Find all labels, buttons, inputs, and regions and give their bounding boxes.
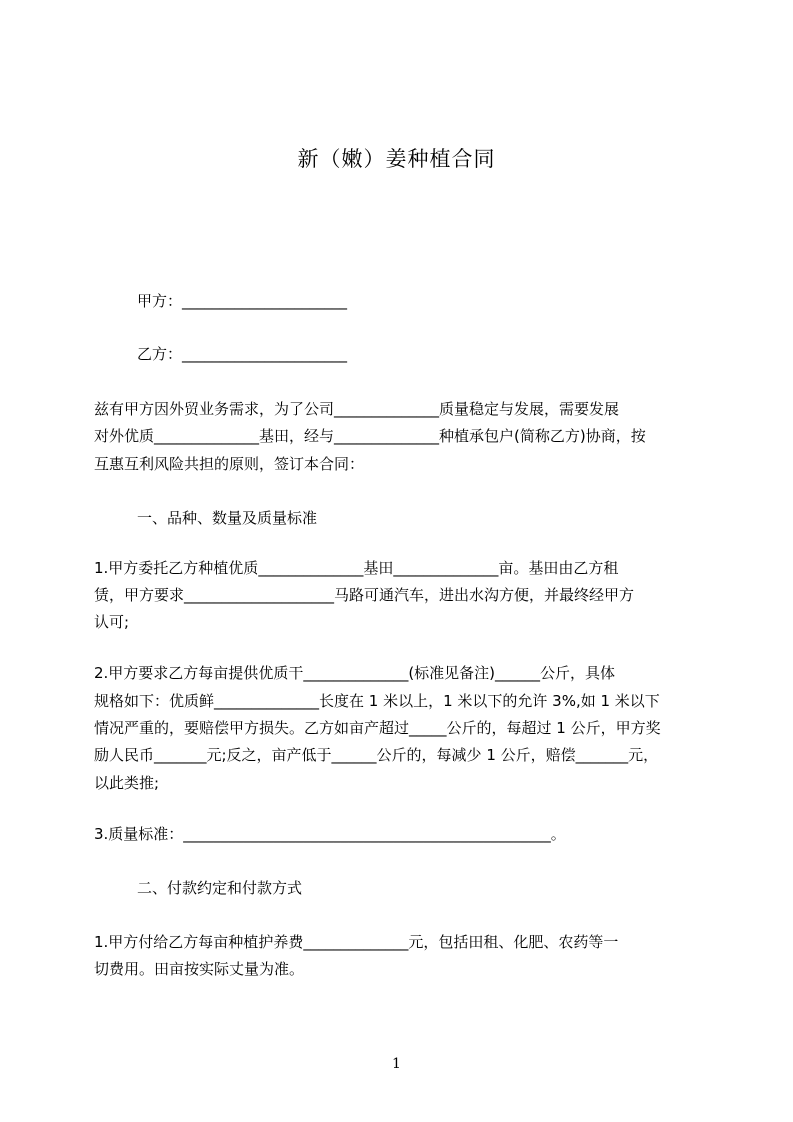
item-2-line: 规格如下：优质鲜______________长度在 1 米以上，1 米以下的允许 3%,如 1 米以下 bbox=[94, 692, 660, 710]
party-b-line: 乙方：______________________ bbox=[137, 345, 348, 363]
payment-1-line: 1.甲方付给乙方每亩种植护养费______________元，包括田租、化肥、农药等一 bbox=[94, 933, 619, 951]
item-3-line: 3.质量标准：_________________________________________________。 bbox=[94, 825, 566, 843]
page-number: 1 bbox=[392, 1056, 401, 1072]
intro-line: 对外优质______________基田，经与______________种植承包户(简称乙方)协商，按 bbox=[94, 427, 646, 445]
payment-1-line: 切费用。田亩按实际丈量为准。 bbox=[94, 960, 305, 978]
item-2-line: 2.甲方要求乙方每亩提供优质干______________(标准见备注)______公斤，具体 bbox=[94, 664, 616, 682]
section-heading-2: 二、付款约定和付款方式 bbox=[137, 879, 303, 897]
item-2-line: 以此类推; bbox=[94, 774, 160, 792]
section-heading-1: 一、品种、数量及质量标准 bbox=[137, 509, 318, 527]
party-a-line: 甲方：______________________ bbox=[137, 292, 348, 310]
intro-line: 互惠互利风险共担的原则，签订本合同： bbox=[94, 455, 365, 473]
item-1-line: 赁，甲方要求____________________马路可通汽车，进出水沟方便，并最终经甲方 bbox=[94, 586, 635, 604]
item-1-line: 认可; bbox=[94, 613, 130, 631]
item-2-line: 情况严重的，要赔偿甲方损失。乙方如亩产超过_____公斤的，每超过 1 公斤，甲方奖 bbox=[94, 719, 661, 737]
intro-line: 兹有甲方因外贸业务需求，为了公司______________质量稳定与发展，需要发展 bbox=[94, 400, 620, 418]
item-2-line: 励人民币_______元;反之，亩产低于______公斤的，每减少 1 公斤，赔偿_______元， bbox=[94, 746, 659, 764]
document-title: 新（嫩）姜种植合同 bbox=[297, 147, 496, 171]
item-1-line: 1.甲方委托乙方种植优质______________基田______________亩。基田由乙方租 bbox=[94, 559, 619, 577]
